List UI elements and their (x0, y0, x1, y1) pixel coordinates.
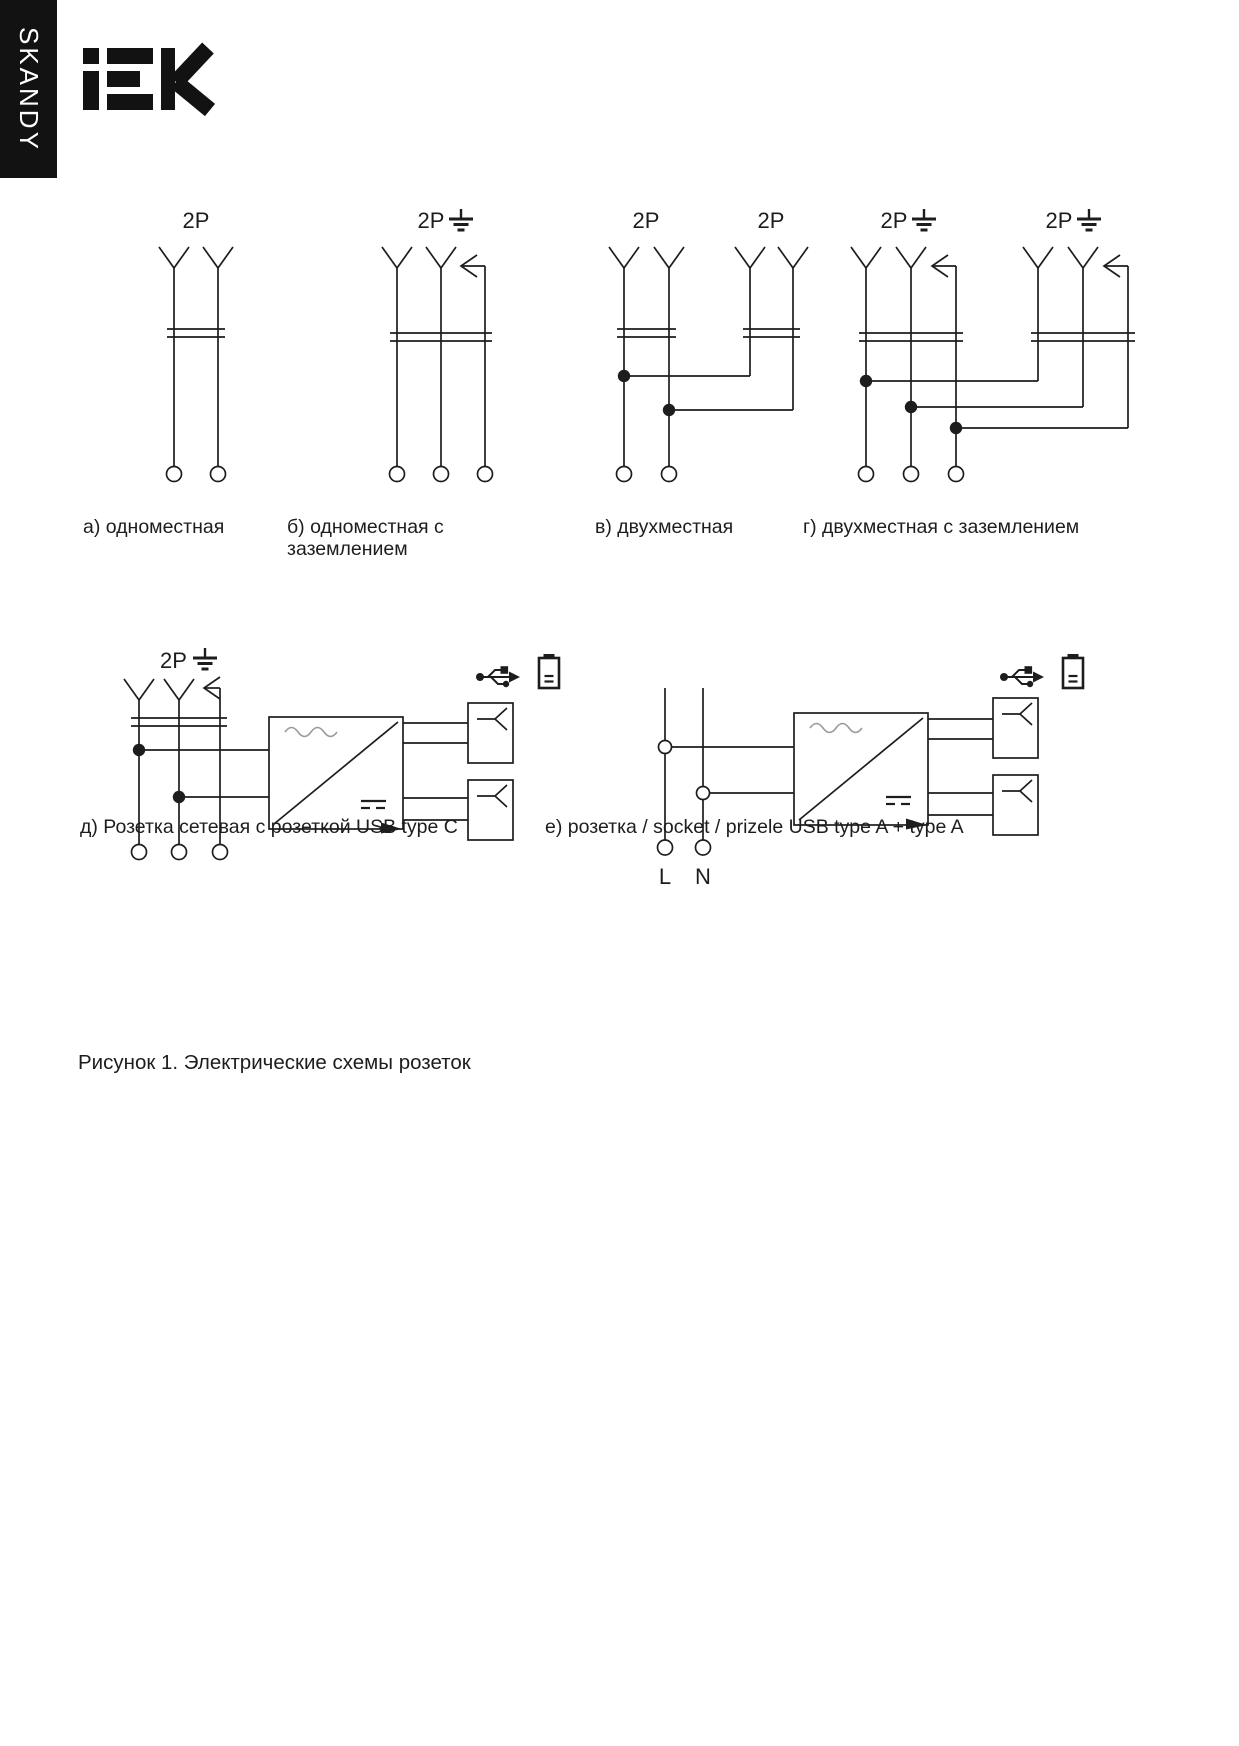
pole-count-label: 2P (182, 208, 210, 233)
usb-icon (476, 666, 520, 687)
line-terminal-label: L (658, 864, 672, 889)
caption-double-socket: в) двухместная (595, 516, 734, 538)
socket-contact-fork-icon (735, 247, 765, 268)
earth-symbol-icon (1077, 209, 1101, 230)
pole-count-label: 2P (1045, 208, 1073, 233)
side-tab-vertical-text: SKANDY (14, 26, 44, 152)
usb-output-port (468, 703, 513, 763)
wires (617, 268, 800, 467)
socket-contact-fork-icon (203, 247, 233, 268)
socket-contact-fork-icon (159, 247, 189, 268)
figure-caption: Рисунок 1. Электрические схемы розеток (78, 1051, 471, 1074)
terminal-circle (662, 467, 677, 482)
usb-output-port (993, 775, 1038, 835)
earth-symbol-icon (193, 648, 217, 669)
junction-dot (905, 401, 917, 413)
caption-usb-a-plus-a: е) розетка / socket / prizele USB type A + type A (545, 816, 964, 838)
socket-contact-fork-icon (124, 679, 154, 700)
caption-socket-usb-c: д) Розетка сетевая с розеткой USB type C (80, 816, 458, 838)
terminal-circle (658, 840, 673, 855)
socket-contact-fork-icon (851, 247, 881, 268)
caption-single-socket-earthed: б) одноместная с заземлением (287, 516, 444, 561)
schematic-single-socket (159, 208, 233, 482)
usb-icon (1000, 666, 1044, 687)
terminal-circle (213, 845, 228, 860)
neutral-terminal-label: N (695, 864, 711, 889)
terminal-circle (132, 845, 147, 860)
terminal-circle (390, 467, 405, 482)
junction-dot (133, 744, 145, 756)
pole-count-label: 2P (880, 208, 908, 233)
neutral-tap-node (697, 787, 710, 800)
pole-count-label: 2P (417, 208, 445, 233)
pole-count-label: 2P (632, 208, 660, 233)
terminal-circle (696, 840, 711, 855)
socket-contact-fork-icon (778, 247, 808, 268)
schematic-double-socket-earthed (851, 208, 1135, 482)
wires (390, 266, 492, 467)
junction-dot (663, 404, 675, 416)
junction-dot (950, 422, 962, 434)
socket-contact-fork-icon (382, 247, 412, 268)
terminal-circle (949, 467, 964, 482)
terminal-circle (172, 845, 187, 860)
earth-symbol-icon (449, 209, 473, 230)
socket-contact-fork-icon (609, 247, 639, 268)
terminal-circle (211, 467, 226, 482)
terminal-circle (478, 467, 493, 482)
pole-count-label: 2P (160, 648, 187, 673)
terminal-circle (167, 467, 182, 482)
junction-dot (618, 370, 630, 382)
terminal-circle (617, 467, 632, 482)
caption-single-socket: а) одноместная (83, 516, 225, 538)
caption-double-socket-earthed: г) двухместная с заземлением (803, 516, 1080, 538)
battery-icon (539, 654, 559, 688)
schematic-usb-a-plus-a (658, 654, 1084, 889)
terminal-circle (434, 467, 449, 482)
socket-contact-fork-icon (896, 247, 926, 268)
earth-symbol-icon (912, 209, 936, 230)
wires (859, 266, 1135, 467)
pole-count-label: 2P (757, 208, 785, 233)
schematic-double-socket (609, 208, 808, 482)
line-tap-node (659, 741, 672, 754)
junction-dot (173, 791, 185, 803)
battery-icon (1063, 654, 1083, 688)
ac-dc-converter-box (794, 713, 928, 830)
terminal-circle (859, 467, 874, 482)
usb-output-port (468, 780, 513, 840)
socket-contact-fork-icon (1023, 247, 1053, 268)
wires (167, 268, 225, 467)
socket-contact-fork-icon (164, 679, 194, 700)
usb-output-port (993, 698, 1038, 758)
schematic-single-socket-earthed (382, 208, 493, 482)
socket-contact-fork-icon (426, 247, 456, 268)
socket-contact-fork-icon (1068, 247, 1098, 268)
terminal-circle (904, 467, 919, 482)
socket-contact-fork-icon (654, 247, 684, 268)
junction-dot (860, 375, 872, 387)
